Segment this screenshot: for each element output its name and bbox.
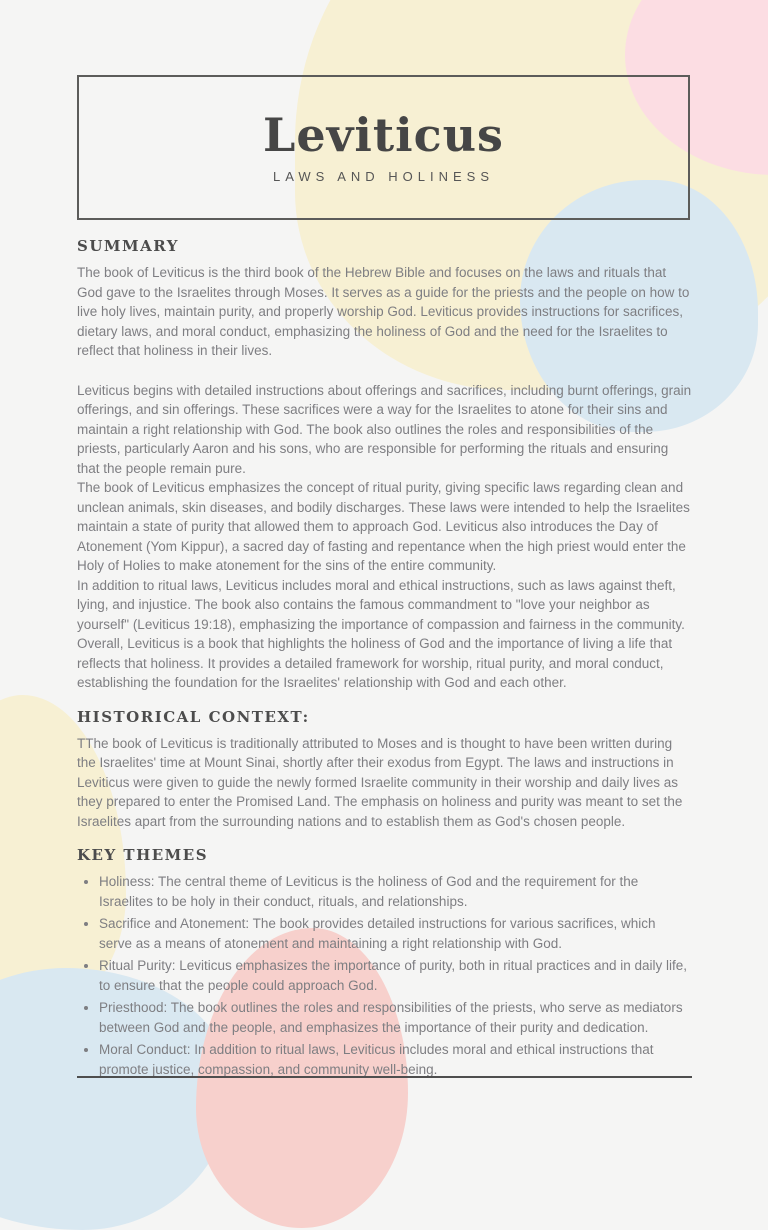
summary-heading: SUMMARY [77, 237, 179, 255]
summary-paragraph: Overall, Leviticus is a book that highlights the holiness of God and the importance of living a life that reflects that holiness. It provides a detailed framework for worship, ritual purity, and moral conduct, establishing the foundation for the Israelites' relationship with God and each other. [77, 636, 673, 690]
title-card [77, 75, 690, 220]
theme-list-item: • Priesthood: The book outlines the roles and responsibilities of the priests, who serve as mediators between God and the people, and emphasizes the importance of their purity and dedication. [99, 998, 692, 1037]
historical-context-heading: HISTORICAL CONTEXT: [77, 707, 310, 726]
page-subtitle: LAWS AND HOLINESS [272, 169, 495, 185]
summary-paragraph: In addition to ritual laws, Leviticus includes moral and ethical instructions, such as laws against theft, lying, and injustice. The book also contains the famous commandment to "love your neighbor as yourself" (Leviticus 19:18), emphasizing the importance of compassion and fairness in the community. [77, 577, 685, 632]
summary-paragraph: Leviticus begins with detailed instructions about offerings and sacrifices, including burnt offerings, grain offerings, and sin offerings. These sacrifices were a way for the Israelites to atone for their sins and maintain a right relationship with God. The book also outlines the roles and responsibilities of the priests, particularly Aaron and his sons, who are responsible for performing the rituals and ensuring that the people remain pure. [77, 382, 692, 476]
historical-context-paragraph: TThe book of Leviticus is traditionally attributed to Moses and is thought to have been written during the Israelites' time at Mount Sinai, shortly after their exodus from Egypt. The laws and instructions in Leviticus were given to guide the newly formed Israelite community in their worship and daily lives as they prepared to enter the Promised Land. The emphasis on holiness and purity was meant to set the Israelites apart from the surrounding nations and to establish them as God's chosen people. [77, 735, 683, 829]
footer-divider [77, 1076, 692, 1078]
key-themes-list [77, 872, 692, 1079]
theme-list-item: • Ritual Purity: Leviticus emphasizes the importance of purity, both in ritual practices and in daily life, to ensure that the people could approach God. [99, 956, 692, 995]
theme-list-item: • Holiness: The central theme of Leviticus is the holiness of God and the requirement for the Israelites to be holy in their conduct, rituals, and relationships. [99, 872, 692, 911]
key-themes-heading: KEY THEMES [77, 846, 209, 864]
theme-list-item: • Moral Conduct: In addition to ritual laws, Leviticus includes moral and ethical instructions that promote justice, compassion, and community well-being. [99, 1040, 692, 1079]
summary-paragraph: The book of Leviticus is the third book of the Hebrew Bible and focuses on the laws and rituals that God gave to the Israelites through Moses. It serves as a guide for the priests and the people on how to live holy lives, maintain purity, and properly worship God. Leviticus provides instructions for sacrifices, dietary laws, and moral conduct, emphasizing the holiness of God and the need for the Israelites to reflect that holiness in their lives. [77, 265, 690, 358]
theme-list-item: • Sacrifice and Atonement: The book provides detailed instructions for various sacrifices, which serve as a means of atonement and maintaining a right relationship with God. [99, 914, 692, 953]
summary-paragraph: The book of Leviticus emphasizes the concept of ritual purity, giving specific laws regarding clean and unclean animals, skin diseases, and bodily discharges. These laws were intended to help the Israelites maintain a state of purity that allowed them to approach God. Leviticus also introduces the Day of Atonement (Yom Kippur), a sacred day of fasting and repentance when the high priest would enter the Holy of Holies to make atonement for the sins of the entire community. [77, 480, 690, 573]
page-title: Leviticus [263, 107, 504, 162]
document-body [77, 237, 692, 1082]
